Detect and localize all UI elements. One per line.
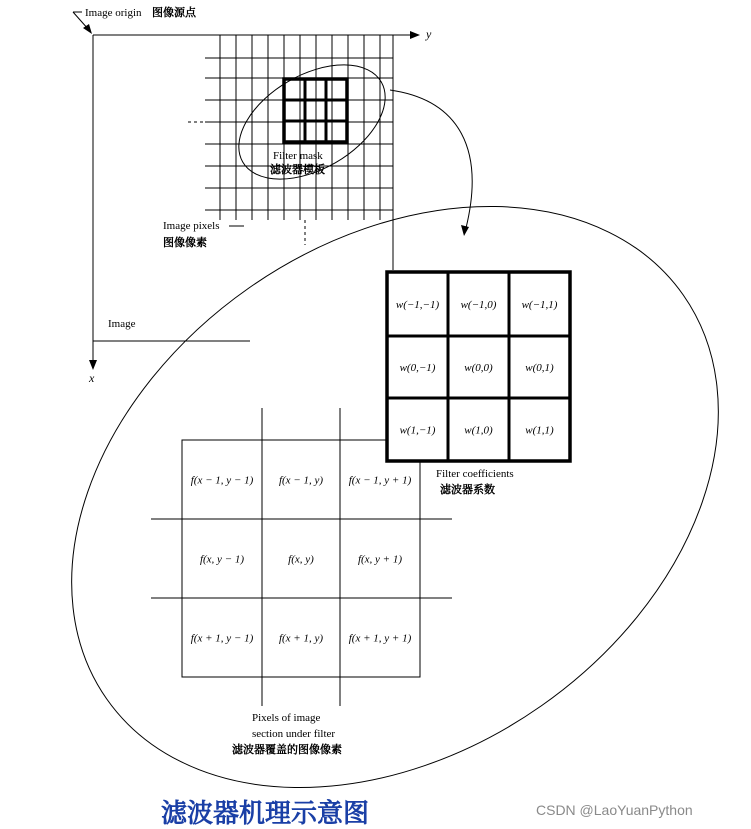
filter-coefficients-grid [387,272,570,461]
pixel-cell-label: f(x, y − 1) [199,553,245,566]
coefficient-cell-label: w(1,1) [525,424,554,437]
x-axis-label: x [89,371,95,385]
pixel-cell-label: f(x − 1, y + 1) [348,474,412,487]
pixel-cell-label: f(x + 1, y) [278,632,324,645]
pixels-under-filter-label-2: section under filter [252,728,336,740]
x-axis [89,341,97,370]
coefficient-cell-label: w(0,1) [525,362,554,374]
image-origin-label-cn: 图像源点 [152,6,196,19]
coefficient-cell-label: w(−1,−1) [395,299,440,311]
image-label: Image [108,318,136,330]
pixel-cell-label: f(x + 1, y + 1) [348,632,412,645]
coefficient-cell-label: w(−1,1) [521,299,558,311]
image-pixels-label-cn: 图像像素 [163,236,207,249]
pixels-under-filter-label-1: Pixels of image [252,712,321,724]
watermark: CSDN @LaoYuanPython [536,802,693,818]
pixel-cell-label: f(x, y) [288,553,314,566]
coefficient-cell-label: w(0,0) [464,362,493,374]
coefficient-cell-label: w(−1,0) [460,299,497,311]
connector-arrowhead [461,225,469,236]
pixel-cell-label: f(x, y + 1) [357,553,403,566]
diagram-title: 滤波器机理示意图 [161,799,370,829]
pixel-cell-label: f(x − 1, y − 1) [190,474,254,487]
pixel-cell-label: f(x + 1, y − 1) [190,632,254,645]
coefficient-cell-label: w(0,−1) [399,362,436,374]
image-pixel-grid [188,35,393,245]
filter-mask-label-cn: 滤波器模板 [270,163,325,176]
filter-coefficients-label-cn: 滤波器系数 [440,483,495,496]
filter-mask-label: Filter mask [273,150,323,162]
filter-coefficients-label: Filter coefficients [436,468,514,480]
detail-ellipse [0,86,751,829]
connector-curve [390,90,472,228]
pixel-cell-label: f(x − 1, y) [278,474,324,487]
y-axis [393,31,420,39]
y-axis-label: y [426,27,432,41]
image-origin-label: Image origin [85,7,142,19]
coefficient-cell-label: w(1,0) [464,424,493,437]
coefficient-cell-label: w(1,−1) [399,424,436,437]
pixels-under-filter-label-cn: 滤波器覆盖的图像像素 [232,743,342,756]
image-pixels-label: Image pixels [163,220,220,232]
